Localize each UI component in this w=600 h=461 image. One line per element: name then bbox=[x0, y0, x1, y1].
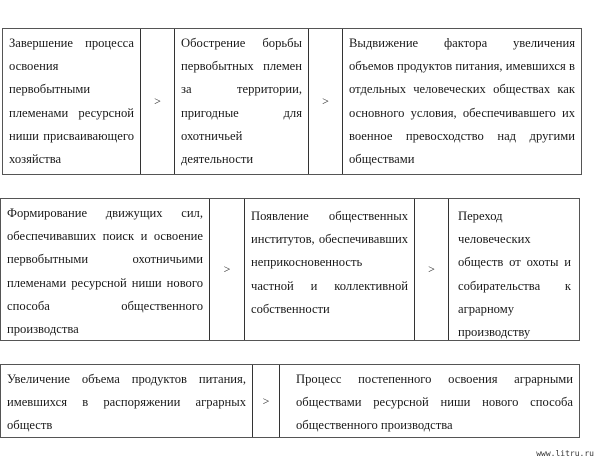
arrow-icon: > bbox=[415, 199, 449, 340]
flow-box: Формирование движущих сил, обеспечивавших поиск и освоение первобытными охотничьими племенами ресурсной ниши нового способа общественного производства bbox=[1, 199, 210, 340]
flow-row-1 bbox=[2, 28, 582, 175]
flow-box: Появление общественных институтов, обеспечивавших неприкосновенность частной и коллективной собственности bbox=[245, 199, 415, 340]
arrow-icon: > bbox=[141, 29, 175, 174]
flow-box: Увеличение объема продуктов питания, имевшихся в распоряжении аграрных обществ bbox=[1, 365, 253, 437]
flow-row-3 bbox=[0, 364, 580, 438]
watermark: www.litru.ru bbox=[536, 449, 594, 458]
flow-box: Переход человеческих обществ от охоты и собирательства к аграрному производству bbox=[458, 209, 571, 340]
flow-box: Завершение процесса освоения первобытными племенами ресурсной ниши присваивающего хозяйства bbox=[3, 29, 141, 174]
flow-row-2 bbox=[0, 198, 580, 341]
flow-box: Обострение борьбы первобытных племен за территории, пригодные для охотничьей деятельности bbox=[175, 29, 309, 174]
arrow-icon: > bbox=[210, 199, 245, 340]
flow-box: Процесс постепенного освоения аграрными обществами ресурсной ниши нового способа общественного производства bbox=[296, 372, 573, 433]
arrow-icon: > bbox=[309, 29, 343, 174]
arrow-icon: > bbox=[253, 365, 280, 437]
flow-box: Выдвижение фактора увеличения объемов продуктов питания, имевшихся в отдельных человеческих обществах как основного условия, обеспечивавшего их военное превосходство над другими обществами bbox=[349, 36, 575, 167]
